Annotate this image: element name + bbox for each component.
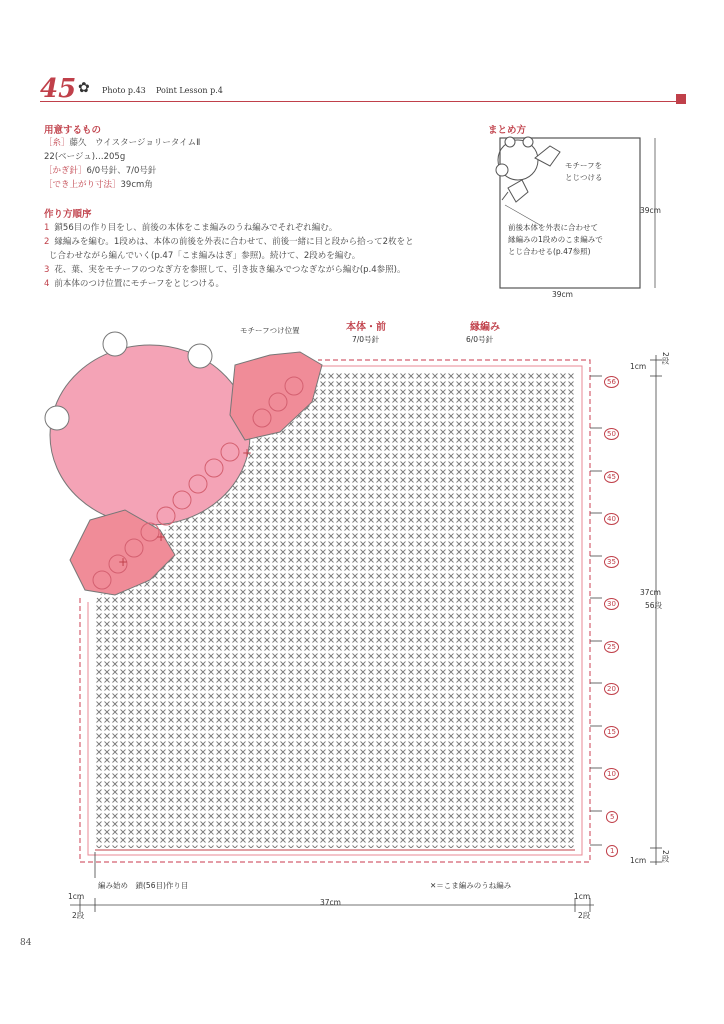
step-item: じ合わせながら編んでいく(p.47「こま編みはぎ」参照)。続けて、2段めを編む。: [49, 251, 361, 261]
row-number: 50: [604, 421, 619, 440]
start-label: 編み始め 鎖(56目)作り目: [98, 881, 189, 890]
row-number: 25: [604, 634, 619, 653]
step-item: 4 前本体のつけ位置にモチーフをとじつける。: [44, 279, 224, 289]
step-item: 1 鎖56目の作り目をし、前後の本体をこま編みのうね編みでそれぞれ編む。: [44, 223, 338, 233]
side-dim: 37cm: [640, 588, 661, 597]
row-number: 15: [604, 719, 619, 738]
bottom-dim: 1cm: [630, 856, 647, 865]
edge-label: 縁編み: [470, 322, 500, 333]
materials-yarn-detail: 22(ベージュ)…205g: [44, 152, 126, 162]
top-dim: 1cm: [630, 362, 647, 371]
materials-yarn: ［糸］藤久 ウイスタージョリータイムⅡ: [44, 138, 201, 148]
step-item: 3 花、葉、実をモチーフのつなぎ方を参照して、引き抜き編みでつなぎながら編む(p.4参照)。: [44, 265, 406, 275]
page-number: 84: [20, 938, 32, 948]
row-number: 45: [604, 464, 619, 483]
materials-size: ［でき上がり寸法］39cm角: [44, 180, 153, 190]
row-number: 35: [604, 549, 619, 568]
row-number: 30: [604, 591, 619, 610]
finish-body-note: とじ合わせる(p.47参照): [508, 247, 591, 256]
bl-dim-rows: 2段: [72, 911, 85, 920]
materials-hook: ［かぎ針］6/0号針、7/0号針: [44, 166, 157, 176]
finish-height-dim: 39cm: [640, 206, 661, 215]
finish-motif-note: とじつける: [565, 173, 603, 182]
motif-position-label: モチーフつけ位置: [240, 326, 300, 335]
finish-motif-note: モチーフを: [565, 161, 603, 170]
finish-body-note: 縁編みの1段めのこま編みで: [508, 235, 603, 244]
bottom-dim-rows: 2段: [661, 850, 670, 863]
row-number: 5: [606, 804, 618, 823]
row-arrows: [590, 376, 602, 845]
row-number: 10: [604, 761, 619, 780]
row-number: 40: [604, 506, 619, 525]
materials-title: 用意するもの: [44, 125, 102, 136]
lesson-ref: Point Lesson p.4: [156, 86, 223, 95]
svg-text:+: +: [156, 530, 167, 544]
pattern-number: 45: [40, 74, 77, 104]
width-dim: 37cm: [320, 898, 341, 907]
stitch-icon: ✕: [430, 881, 437, 890]
br-dim-rows: 2段: [578, 911, 591, 920]
svg-text:+: +: [118, 555, 129, 569]
row-number: 20: [604, 676, 619, 695]
finish-body-note: 前後本体を外表に合わせて: [508, 223, 598, 232]
svg-text:+: +: [242, 446, 253, 460]
br-dim: 1cm: [574, 892, 591, 901]
flower-icon: ✿: [78, 80, 90, 96]
finish-width-dim: 39cm: [552, 290, 573, 299]
finish-title: まとめ方: [488, 125, 527, 136]
row-number: 56: [604, 369, 619, 388]
side-dim-rows: 56段: [645, 601, 663, 610]
steps-title: 作り方順序: [44, 209, 92, 220]
step-item: 2 縁編みを編む。1段めは、本体の前後を外表に合わせて、前後一緒に目と段から拾って2枚をと: [44, 237, 414, 247]
flower-motif: [45, 332, 253, 525]
photo-ref: Photo p.43: [102, 86, 146, 95]
top-dim-rows: 2段: [661, 352, 670, 365]
body-hook-label: 7/0号針: [352, 335, 380, 344]
bl-dim: 1cm: [68, 892, 85, 901]
body-front-label: 本体・前: [346, 322, 386, 333]
row-number: 1: [606, 838, 618, 857]
legend: ✕＝こま編みのうね編み: [430, 881, 512, 890]
edge-hook-label: 6/0号針: [466, 335, 494, 344]
